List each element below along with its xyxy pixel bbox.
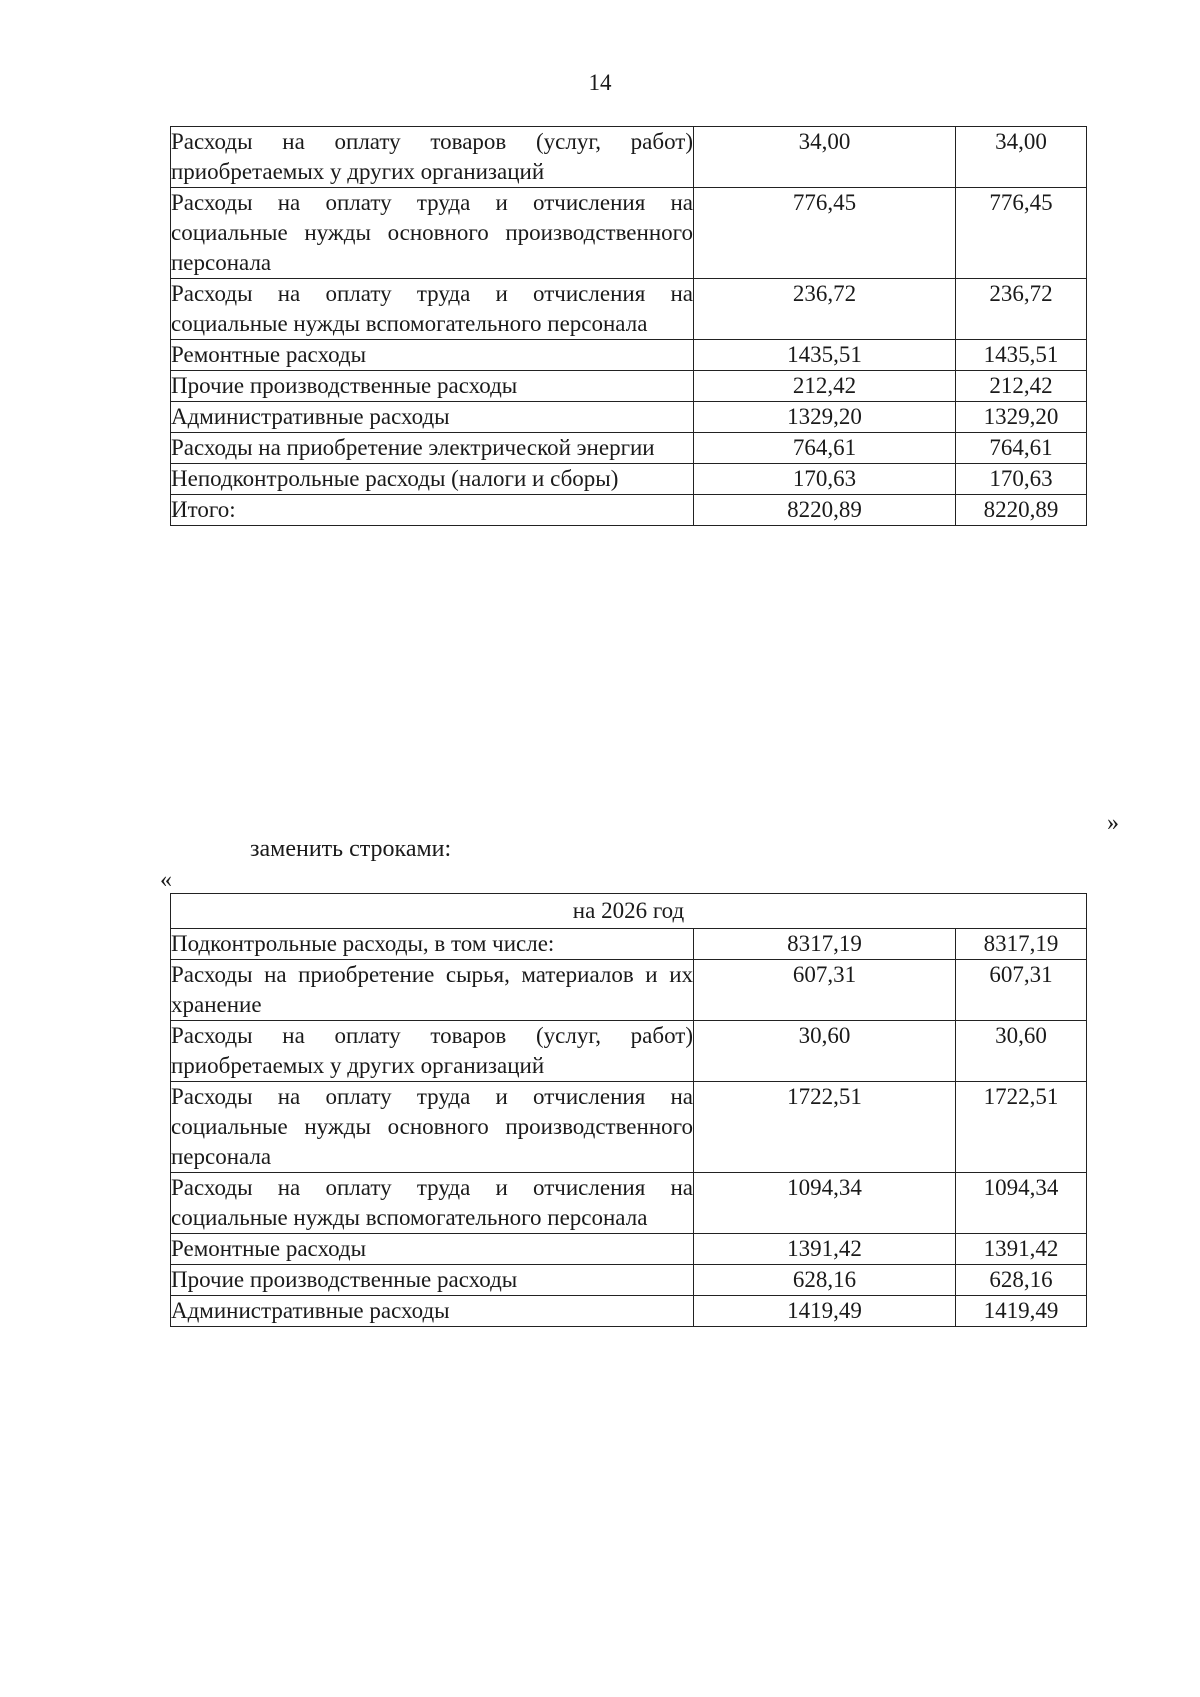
table-header-year: на 2026 год	[171, 894, 1087, 929]
table-row	[171, 279, 1087, 340]
expenses-table-new	[170, 893, 1087, 1327]
table-header-row	[171, 894, 1087, 929]
row-label: Расходы на приобретение электрической энергии	[171, 433, 694, 464]
table-row	[171, 960, 1087, 1021]
expenses-table-old	[170, 126, 1087, 526]
row-value-2: 1419,49	[956, 1296, 1087, 1327]
table-row	[171, 433, 1087, 464]
table-row	[171, 1021, 1087, 1082]
page-number: 14	[588, 70, 612, 95]
table-row	[171, 188, 1087, 279]
row-value-2: 764,61	[956, 433, 1087, 464]
row-label: Неподконтрольные расходы (налоги и сборы)	[171, 464, 694, 495]
table-row	[171, 402, 1087, 433]
row-value-2: 8220,89	[956, 495, 1087, 526]
row-label: Административные расходы	[171, 1296, 694, 1327]
row-label: Итого:	[171, 495, 694, 526]
row-value-1: 607,31	[694, 960, 956, 1021]
row-value-1: 1722,51	[694, 1082, 956, 1173]
table-row	[171, 127, 1087, 188]
opening-quote: «	[160, 867, 172, 893]
replace-instruction: заменить строками:	[250, 836, 452, 862]
row-value-2: 628,16	[956, 1265, 1087, 1296]
table-row	[171, 1234, 1087, 1265]
row-value-2: 212,42	[956, 371, 1087, 402]
row-value-1: 8220,89	[694, 495, 956, 526]
row-value-2: 1435,51	[956, 340, 1087, 371]
row-value-1: 1419,49	[694, 1296, 956, 1327]
table-row-total	[171, 495, 1087, 526]
row-label: Прочие производственные расходы	[171, 371, 694, 402]
row-label: Прочие производственные расходы	[171, 1265, 694, 1296]
table-row	[171, 1265, 1087, 1296]
row-value-2: 1391,42	[956, 1234, 1087, 1265]
row-label: Расходы на оплату товаров (услуг, работ) приобретаемых у других организаций	[171, 1021, 694, 1082]
row-value-1: 236,72	[694, 279, 956, 340]
row-label: Ремонтные расходы	[171, 1234, 694, 1265]
table-row	[171, 1082, 1087, 1173]
row-value-1: 1391,42	[694, 1234, 956, 1265]
row-label: Подконтрольные расходы, в том числе:	[171, 929, 694, 960]
row-value-1: 170,63	[694, 464, 956, 495]
row-label: Расходы на приобретение сырья, материалов и их хранение	[171, 960, 694, 1021]
row-value-2: 8317,19	[956, 929, 1087, 960]
row-value-2: 1329,20	[956, 402, 1087, 433]
row-value-1: 1329,20	[694, 402, 956, 433]
row-value-1: 30,60	[694, 1021, 956, 1082]
row-value-2: 236,72	[956, 279, 1087, 340]
table-row	[171, 929, 1087, 960]
row-value-1: 776,45	[694, 188, 956, 279]
row-value-1: 212,42	[694, 371, 956, 402]
row-value-2: 30,60	[956, 1021, 1087, 1082]
row-value-1: 764,61	[694, 433, 956, 464]
row-label: Административные расходы	[171, 402, 694, 433]
row-label: Ремонтные расходы	[171, 340, 694, 371]
row-label: Расходы на оплату товаров (услуг, работ) приобретаемых у других организаций	[171, 127, 694, 188]
table-row	[171, 464, 1087, 495]
row-value-1: 1435,51	[694, 340, 956, 371]
row-value-2: 170,63	[956, 464, 1087, 495]
row-value-2: 607,31	[956, 960, 1087, 1021]
row-value-2: 1094,34	[956, 1173, 1087, 1234]
table-row	[171, 371, 1087, 402]
row-label: Расходы на оплату труда и отчисления на социальные нужды основного производственного персонала	[171, 188, 694, 279]
row-label: Расходы на оплату труда и отчисления на социальные нужды вспомогательного персонала	[171, 1173, 694, 1234]
row-value-1: 34,00	[694, 127, 956, 188]
row-value-1: 8317,19	[694, 929, 956, 960]
table-row	[171, 1173, 1087, 1234]
table-row	[171, 1296, 1087, 1327]
row-value-2: 1722,51	[956, 1082, 1087, 1173]
closing-quote: »	[1107, 810, 1119, 836]
row-value-2: 34,00	[956, 127, 1087, 188]
row-value-2: 776,45	[956, 188, 1087, 279]
row-label: Расходы на оплату труда и отчисления на социальные нужды основного производственного персонала	[171, 1082, 694, 1173]
table-row	[171, 340, 1087, 371]
row-label: Расходы на оплату труда и отчисления на социальные нужды вспомогательного персонала	[171, 279, 694, 340]
row-value-1: 628,16	[694, 1265, 956, 1296]
row-value-1: 1094,34	[694, 1173, 956, 1234]
